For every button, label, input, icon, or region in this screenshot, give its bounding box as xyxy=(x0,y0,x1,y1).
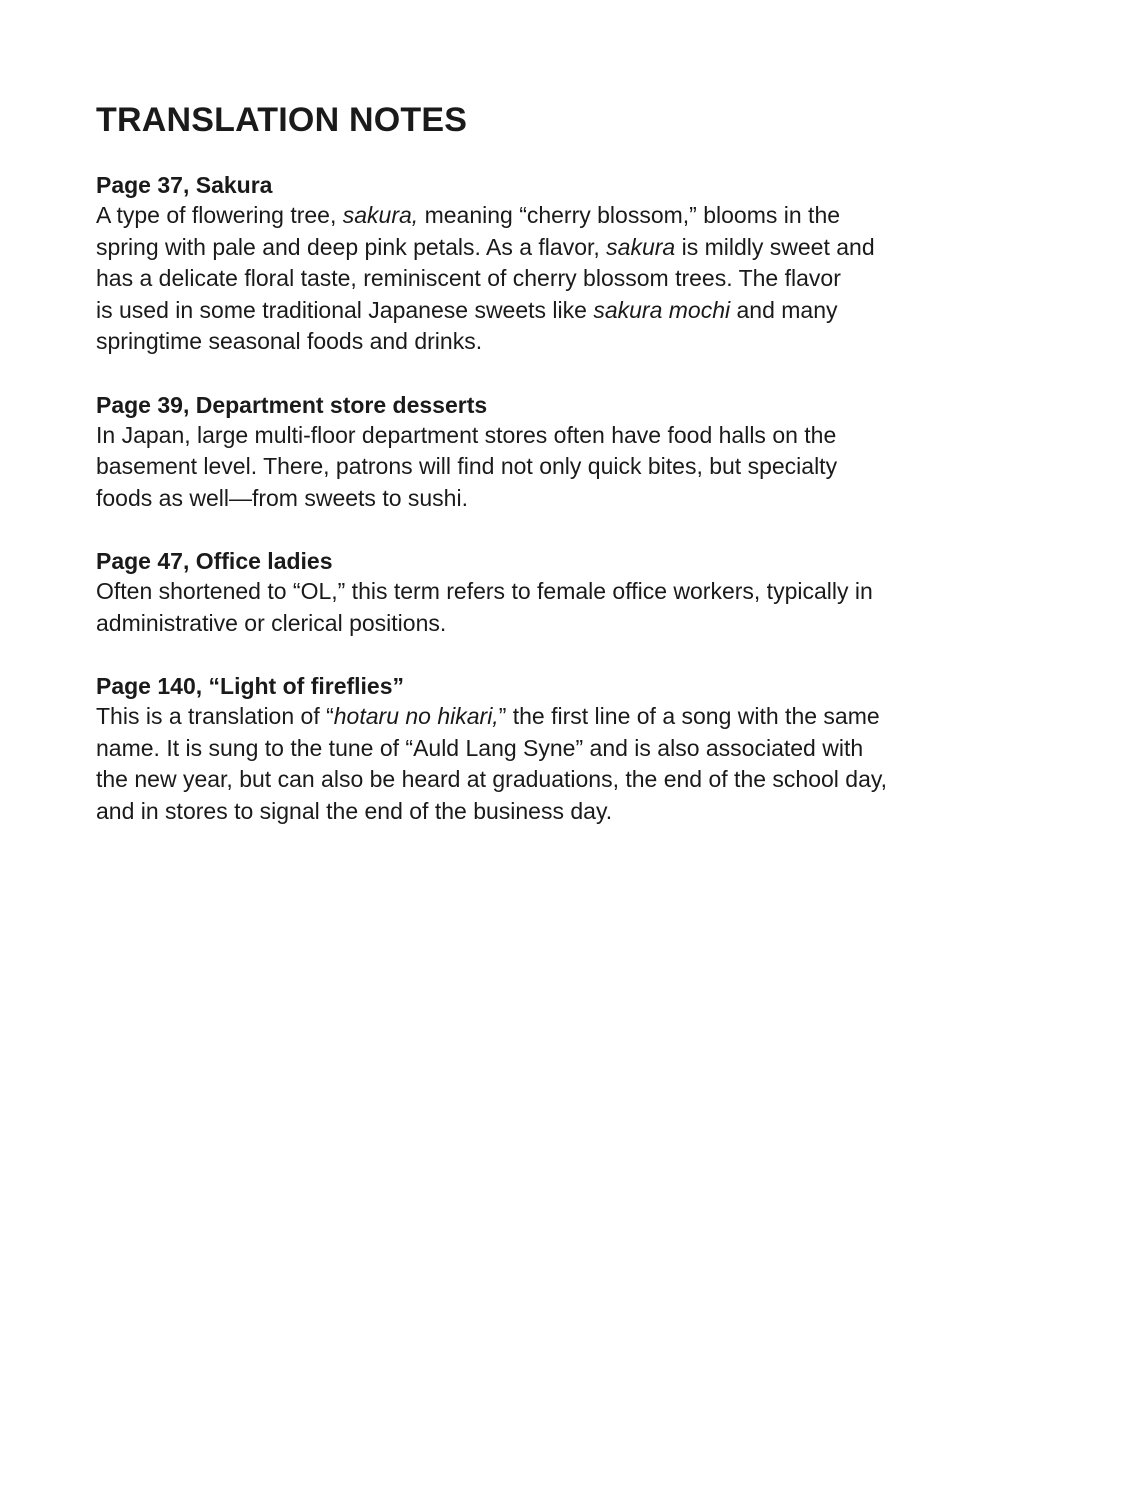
note-body xyxy=(96,420,1036,515)
note-sakura xyxy=(96,170,1036,358)
body-text: meaning “cherry blossom,” blooms in the spring with pale and deep pink petals. As a flavor, xyxy=(96,202,841,260)
note-body xyxy=(96,200,1036,358)
document-page xyxy=(96,100,1036,859)
body-text: and many springtime seasonal foods and drinks. xyxy=(96,296,838,354)
note-heading: Page 47, Office ladies xyxy=(96,548,333,574)
note-light-of-fireflies xyxy=(96,671,1036,827)
italic-term: sakura, xyxy=(342,202,419,228)
note-body xyxy=(96,576,1036,639)
body-text: ” the first line of a song with the same name. It is sung to the tune of “Auld Lang Syne” and is also associated with the new year, but can also be heard at graduations, the end of the school day, and in stores to signal the end of the business day. xyxy=(96,703,888,824)
body-text: Often shortened to “OL,” this term refers to female office workers, typically in administrative or clerical positions. xyxy=(96,578,873,636)
body-text: In Japan, large multi-floor department stores often have food halls on the basement level. There, patrons will find not only quick bites, but specialty foods as well—from sweets to sushi. xyxy=(96,421,838,511)
italic-term: hotaru no hikari, xyxy=(333,703,499,729)
note-body xyxy=(96,701,1036,827)
page-title: TRANSLATION NOTES xyxy=(96,101,468,139)
body-text: is mildly sweet and has a delicate floral taste, reminiscent of cherry blossom trees. The flavor is used in some traditional Japanese sweets like xyxy=(96,233,875,323)
note-heading: Page 39, Department store desserts xyxy=(96,391,488,418)
note-heading: Page 140, “Light of fireflies” xyxy=(96,673,405,699)
note-office-ladies xyxy=(96,546,1036,639)
body-text: This is a translation of “ xyxy=(96,703,334,729)
italic-term: sakura xyxy=(606,233,676,260)
note-department-store-desserts xyxy=(96,390,1036,515)
note-heading: Page 37, Sakura xyxy=(96,172,273,198)
italic-term: sakura mochi xyxy=(593,296,731,323)
body-text: A type of flowering tree, xyxy=(96,202,343,228)
